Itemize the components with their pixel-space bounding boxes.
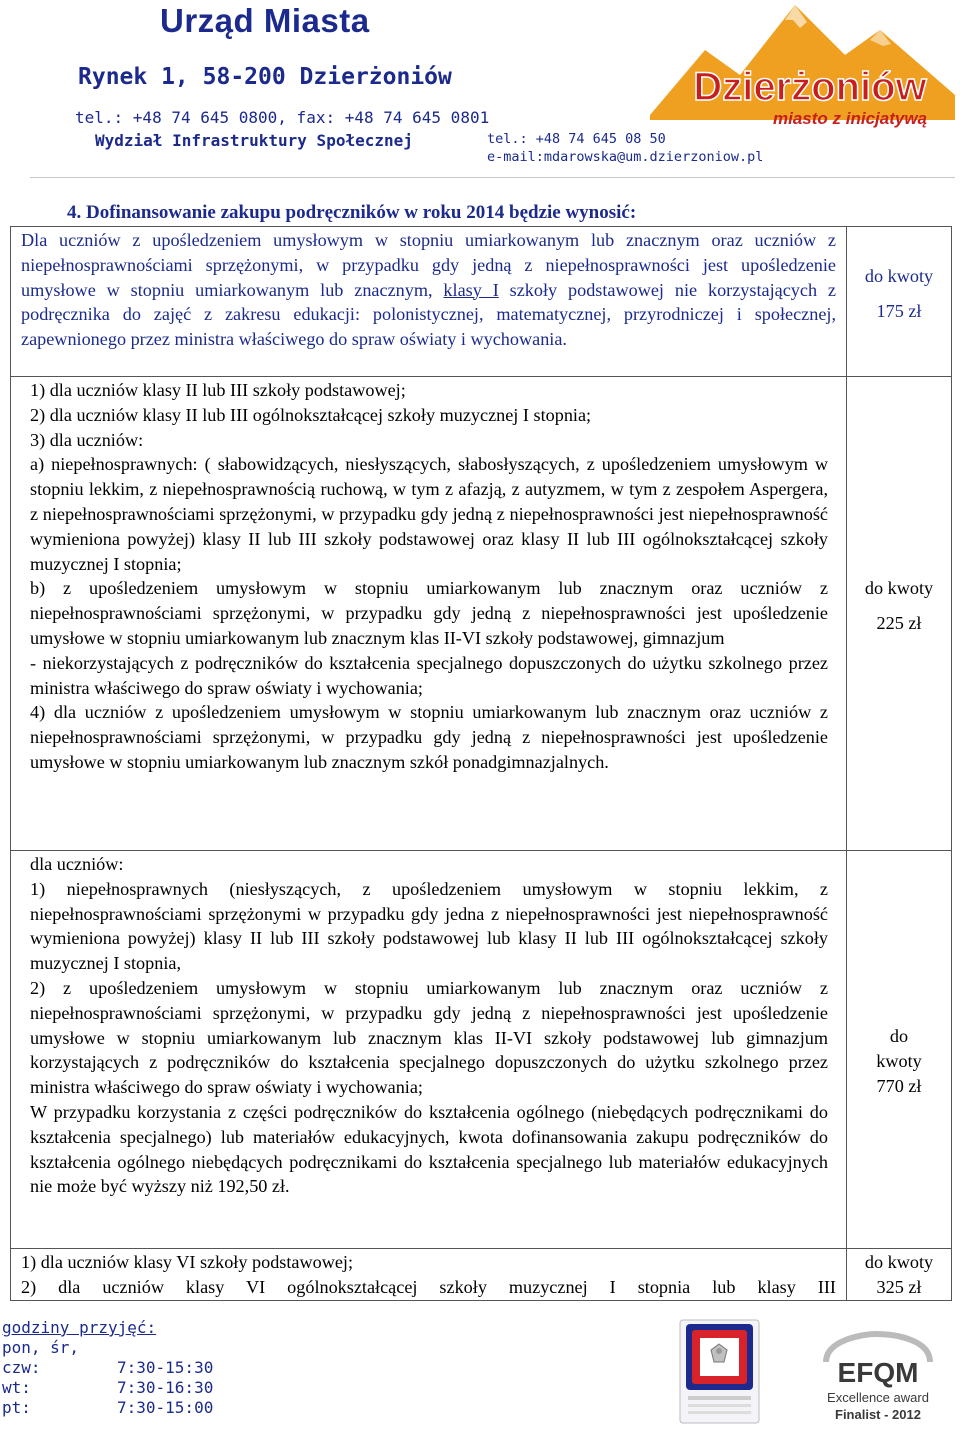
office-hours (2, 1318, 213, 1418)
section-heading: 4. Dofinansowanie zakupu podręczników w roku 2014 będzie wynosić: (67, 202, 637, 223)
certification-badge-icon (678, 1318, 761, 1425)
footer (0, 1318, 960, 1430)
office-hours-row: wt: 7:30-16:30 (2, 1378, 214, 1397)
amount-value: 770 zł (876, 1075, 922, 1096)
amount-label: kwoty (876, 1050, 922, 1071)
office-hours-row: pt: 7:30-15:00 (2, 1398, 214, 1417)
logo-wordmark: Dzierżoniów (693, 65, 927, 109)
amount-value: 225 zł (876, 612, 922, 633)
table-row (11, 851, 952, 1249)
mountain-logo-icon (645, 0, 960, 130)
row-description: Dla uczniów z upośledzeniem umysłowym w stopniu umiarkowanym lub znacznym oraz uczniów z niepełnosprawnościami sprzężonymi, w przypadku gdy jedną z niepełnosprawności jest upośledzenie umysłowe w stopniu umiarkowanym lub znacznym, klasy I szkoły podstawowej nie korzystających z podręcznika do zajęć z zakresu edukacji: polonistycznej, matematycznej, przyrodniczej i społecznej, zapewnionego przez ministra właściwego do spraw oświaty i wychowania. (11, 227, 847, 377)
row-amount (847, 377, 952, 851)
efqm-finalist: Finalist - 2012 (835, 1407, 921, 1422)
office-title: Urząd Miasta (160, 2, 370, 39)
department-phone: tel.: +48 74 645 08 50 (487, 131, 666, 147)
amount-label: do kwoty (864, 266, 934, 286)
office-phone-fax: tel.: +48 74 645 0800, fax: +48 74 645 0801 (75, 108, 490, 127)
efqm-logo-text: EFQM (837, 1357, 919, 1388)
city-logo (645, 0, 960, 130)
efqm-subtitle: Excellence award (827, 1390, 929, 1405)
efqm-award-badge (818, 1330, 938, 1425)
amount-label: do kwoty (864, 578, 934, 598)
office-address: Rynek 1, 58-200 Dzierżoniów (78, 64, 452, 90)
row-description: dla uczniów: 1) niepełnosprawnych (niesłyszących, z upośledzeniem umysłowym w stopniu lekkim, z niepełnosprawnościami sprzężonymi w przypadku gdy jedna z niepełnosprawności jest niepełnosprawność wymieniona powyżej) klasy II lub III szkoły podstawowej lub klasy II lub III ogólnokształcącej szkoły muzycznej I stopnia, 2) z upośledzeniem umysłowym w stopniu umiarkowanym lub znacznym oraz uczniów z niepełnosprawnościami sprzężonymi, w przypadku gdy jedną z niepełnosprawności jest upośledzenie umysłowe w stopniu umiarkowanym lub znacznym klas II-VI szkoły podstawowej lub gimnazjum korzystających z podręczników do kształcenia specjalnego dopuszczonych do użytku szkolnego przez ministra właściwego do spraw oświaty i wychowania; W przypadku korzystania z części podręczników do kształcenia ogólnego (niebędących podręcznikami do kształcenia specjalnego) lub materiałów edukacyjnych, kwota dofinansowania zakupu podręczników do kształcenia ogólnego niebędących podręcznikami do kształcenia specjalnego lub materiałów edukacyjnych nie może być wyższy niż 192,50 zł. (11, 851, 847, 1249)
row-description: 1) dla uczniów klasy II lub III szkoły podstawowej; 2) dla uczniów klasy II lub III ogólnokształcącej szkoły muzycznej I stopnia; 3) dla uczniów: a) niepełnosprawnych: ( słabowidzących, niesłyszących, słabosłyszących, z upośledzeniem umysłowym w stopniu lekkim, z niepełnosprawnością ruchową, w tym z afazją, z autyzmem, w tym z zespołem Aspergera, z niepełnosprawnościami sprzężonymi, w przypadku gdy jedną z niepełnosprawności jest niepełnosprawność wymieniona powyżej) klasy II lub III szkoły podstawowej oraz klasy II lub III ogólnokształcącej szkoły muzycznej I stopnia; b) z upośledzeniem umysłowym w stopniu umiarkowanym lub znacznym oraz uczniów z niepełnosprawnościami sprzężonymi, w przypadku gdy jedną z niepełnosprawności jest upośledzenie umysłowe w stopniu umiarkowanym lub znacznym klas II-VI szkoły podstawowej, gimnazjum - niekorzystających z podręczników do kształcenia specjalnego dopuszczonych do użytku szkolnego przez ministra właściwego do spraw oświaty i wychowania; 4) dla uczniów z upośledzeniem umysłowym w stopniu umiarkowanym lub znacznym oraz uczniów z niepełnosprawnościami sprzężonymi, w przypadku gdy jedną z niepełnosprawności jest upośledzenie umysłowe w stopniu umiarkowanym lub znacznym szkół ponadgimnazjalnych. (11, 377, 847, 851)
amount-label: do (889, 1026, 909, 1046)
department-name: Wydział Infrastruktury Społecznej (95, 131, 413, 150)
amount-value: 325 zł (876, 1276, 922, 1297)
letterhead (0, 0, 960, 180)
table-row (11, 377, 952, 851)
amount-label: do kwoty (864, 1252, 934, 1272)
office-hours-row: pon, śr, czw: 7:30-15:30 (2, 1338, 214, 1377)
logo-tagline: miasto z inicjatywą (773, 109, 927, 128)
row-amount (847, 1249, 952, 1301)
row-amount (847, 851, 952, 1249)
amount-value: 175 zł (876, 300, 922, 321)
table-row (11, 1249, 952, 1301)
department-email: e-mail:mdarowska@um.dzierzoniow.pl (487, 149, 764, 165)
header-divider (30, 177, 955, 178)
row-description: 1) dla uczniów klasy VI szkoły podstawowej; 2) dla uczniów klasy VI ogólnokształcącej szkoły muzycznej I stopnia lub klasy III (11, 1249, 847, 1301)
office-hours-heading: godziny przyjęć: (2, 1318, 157, 1337)
row-amount (847, 227, 952, 377)
subsidy-table (10, 226, 952, 1301)
table-row (11, 227, 952, 377)
